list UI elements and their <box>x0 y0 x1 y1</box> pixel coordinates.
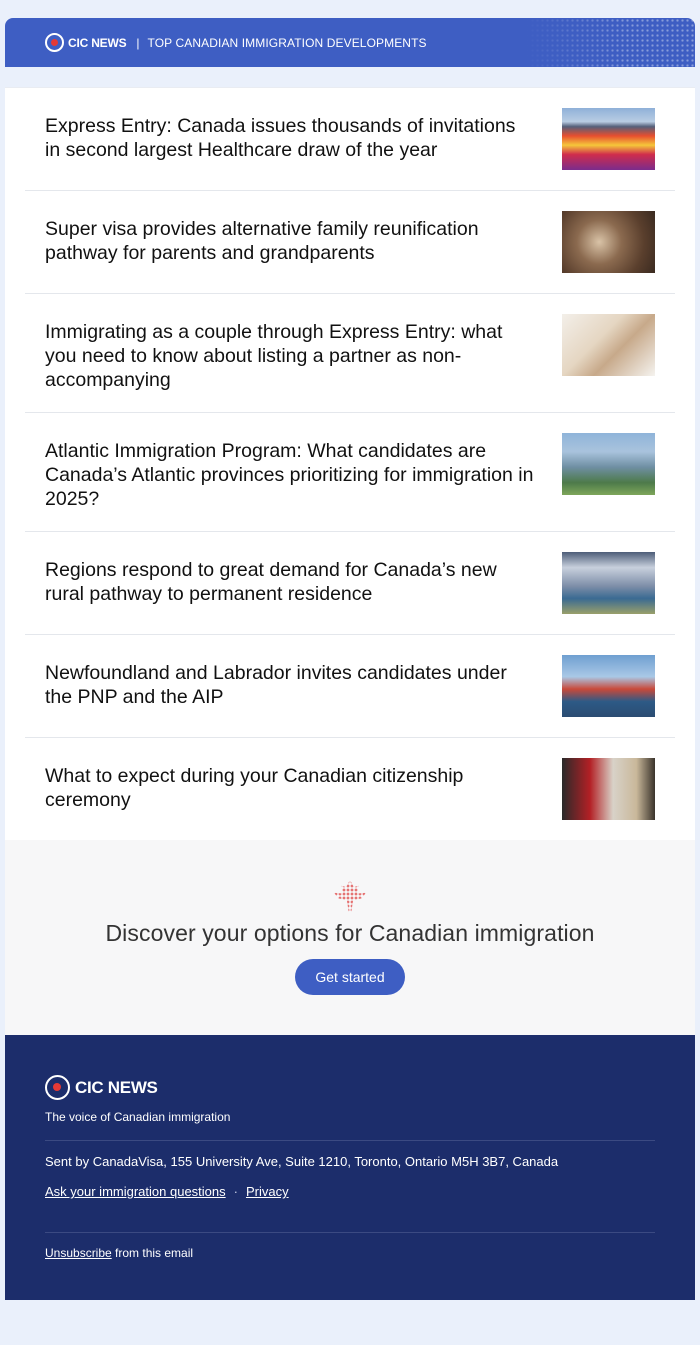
world-map-dots-decoration <box>525 18 695 67</box>
unsubscribe-line <box>45 1246 655 1260</box>
article-item[interactable] <box>25 191 675 294</box>
cta-section <box>5 840 695 1035</box>
halifax-aerial-thumbnail[interactable] <box>562 433 655 495</box>
cta-heading: Discover your options for Canadian immigration <box>105 920 595 946</box>
article-item[interactable] <box>25 413 675 532</box>
email-container <box>5 18 695 1300</box>
article-title[interactable]: Regions respond to great demand for Canada’s new rural pathway to permanent residence <box>45 559 497 605</box>
article-title[interactable]: What to expect during your Canadian citizenship ceremony <box>45 765 464 811</box>
couple-thumbnail[interactable] <box>562 314 655 376</box>
rural-landscape-thumbnail[interactable] <box>562 552 655 614</box>
footer-divider <box>45 1232 655 1233</box>
unsubscribe-suffix: from this email <box>111 1246 194 1260</box>
footer-divider <box>45 1140 655 1141</box>
article-item[interactable] <box>25 738 675 840</box>
article-title[interactable]: Super visa provides alternative family reunification pathway for parents and grandparents <box>45 218 479 264</box>
footer-tagline: The voice of Canadian immigration <box>45 1110 231 1124</box>
tulip-field-thumbnail[interactable] <box>562 108 655 170</box>
cic-logo-icon <box>45 1075 70 1100</box>
article-item[interactable] <box>25 88 675 191</box>
footer-links <box>45 1184 655 1199</box>
sender-address: Sent by CanadaVisa, 155 University Ave, Suite 1210, Toronto, Ontario M5H 3B7, Canada <box>45 1154 559 1169</box>
header-tagline: TOP CANADIAN IMMIGRATION DEVELOPMENTS <box>147 35 427 50</box>
email-footer <box>5 1035 695 1300</box>
cic-logo-icon[interactable] <box>45 33 64 52</box>
article-item[interactable] <box>25 294 675 413</box>
maple-leaf-icon <box>334 880 366 912</box>
article-title[interactable]: Express Entry: Canada issues thousands of invitations in second largest Healthcare draw of the year <box>45 115 516 161</box>
article-item[interactable] <box>25 532 675 635</box>
family-thumbnail[interactable] <box>562 211 655 273</box>
unsubscribe-link[interactable]: Unsubscribe <box>45 1246 112 1260</box>
article-title[interactable]: Immigrating as a couple through Express Entry: what you need to know about listing a partner as non-accompanying <box>45 321 503 391</box>
article-title[interactable]: Newfoundland and Labrador invites candidates under the PNP and the AIP <box>45 662 507 708</box>
citizenship-ceremony-thumbnail[interactable] <box>562 758 655 820</box>
get-started-button[interactable]: Get started <box>295 959 405 995</box>
footer-logo[interactable] <box>45 1075 655 1100</box>
ask-questions-link[interactable]: Ask your immigration questions <box>45 1184 226 1199</box>
article-item[interactable] <box>25 635 675 738</box>
article-title[interactable]: Atlantic Immigration Program: What candidates are Canada’s Atlantic provinces prioritizing for immigration in 2025? <box>45 440 534 510</box>
email-header <box>5 18 695 67</box>
header-brand[interactable]: CIC NEWS <box>68 35 127 50</box>
privacy-link[interactable]: Privacy <box>245 1184 289 1199</box>
link-separator: · <box>233 1184 238 1199</box>
header-separator: | <box>136 35 140 50</box>
footer-brand: CIC NEWS <box>75 1077 158 1097</box>
harbour-thumbnail[interactable] <box>562 655 655 717</box>
article-list <box>5 87 695 840</box>
